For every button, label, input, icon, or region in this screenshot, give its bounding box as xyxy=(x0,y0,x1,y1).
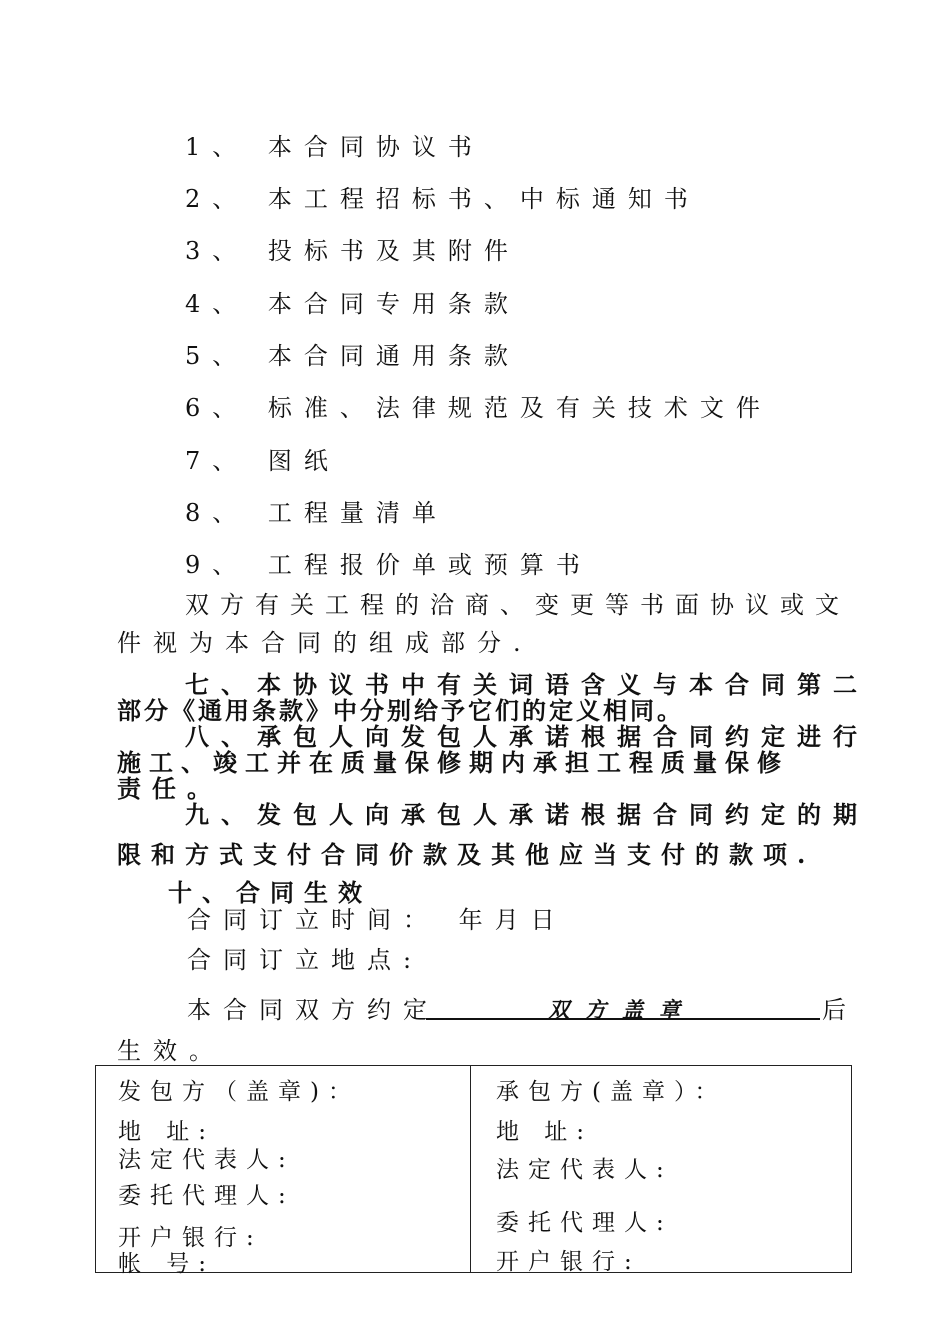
clause-ten-title: 十、合同生效 xyxy=(168,878,372,907)
list-item: 2、 本工程招标书、中标通知书 xyxy=(185,185,700,213)
clause-nine-line: 限和方式支付合同价款及其他应当支付的款项. xyxy=(117,840,816,869)
clause-eight-line: 责任。 xyxy=(117,774,222,803)
contractor-party: 承包方(盖章）： xyxy=(496,1079,727,1105)
list-item: 6、 标准、法律规范及有关技术文件 xyxy=(185,394,772,422)
seal-text: 双方盖章 xyxy=(548,997,696,1022)
contractor-address: 地 址: xyxy=(496,1119,594,1145)
list-item: 8、 工程量清单 xyxy=(185,499,448,527)
clause-seven-line: 七、本协议书中有关词语含义与本合同第二 xyxy=(185,670,869,699)
effect-prefix: 本合同双方约定 xyxy=(187,996,439,1024)
paragraph-line: 双方有关工程的洽商、变更等书面协议或文 xyxy=(185,591,850,619)
employer-account: 帐 号: xyxy=(118,1251,216,1277)
clause-eight-line: 八、承包人向发包人承诺根据合同约定进行 xyxy=(185,722,869,751)
list-item: 5、 本合同通用条款 xyxy=(185,342,520,370)
paragraph-line: 件视为本合同的组成部分. xyxy=(117,629,533,657)
list-item: 9、 工程报价单或预算书 xyxy=(185,551,592,579)
contractor-rep: 法定代表人: xyxy=(496,1157,673,1183)
list-item: 7、 图纸 xyxy=(185,447,340,475)
clause-seven-line: 部分《通用条款》中分别给予它们的定义相同。 xyxy=(117,696,684,725)
contract-place: 合同订立地点: xyxy=(187,946,424,974)
contract-date: 合同订立时间： 年月日 xyxy=(187,906,567,934)
clause-eight-line: 施工、竣工并在质量保修期内承担工程质量保修 xyxy=(117,748,789,777)
effect-suffix: 后 xyxy=(822,996,846,1024)
employer-bank: 开户银行: xyxy=(118,1225,263,1251)
list-item: 4、 本合同专用条款 xyxy=(185,290,520,318)
employer-address: 地 址: xyxy=(118,1119,216,1145)
contractor-bank: 开户银行: xyxy=(496,1249,641,1275)
signature-table xyxy=(95,1065,852,1277)
list-item: 3、 投标书及其附件 xyxy=(185,237,520,265)
table-divider xyxy=(470,1066,471,1272)
employer-agent: 委托代理人: xyxy=(118,1183,295,1209)
effect-end: 生效。 xyxy=(117,1037,225,1065)
employer-rep: 法定代表人: xyxy=(118,1147,295,1173)
contractor-agent: 委托代理人: xyxy=(496,1210,673,1236)
clause-nine-line: 九、发包人向承包人承诺根据合同约定的期 xyxy=(185,800,869,829)
list-item: 1、 本合同协议书 xyxy=(185,133,484,161)
employer-party: 发包方（盖章)： xyxy=(118,1079,360,1105)
